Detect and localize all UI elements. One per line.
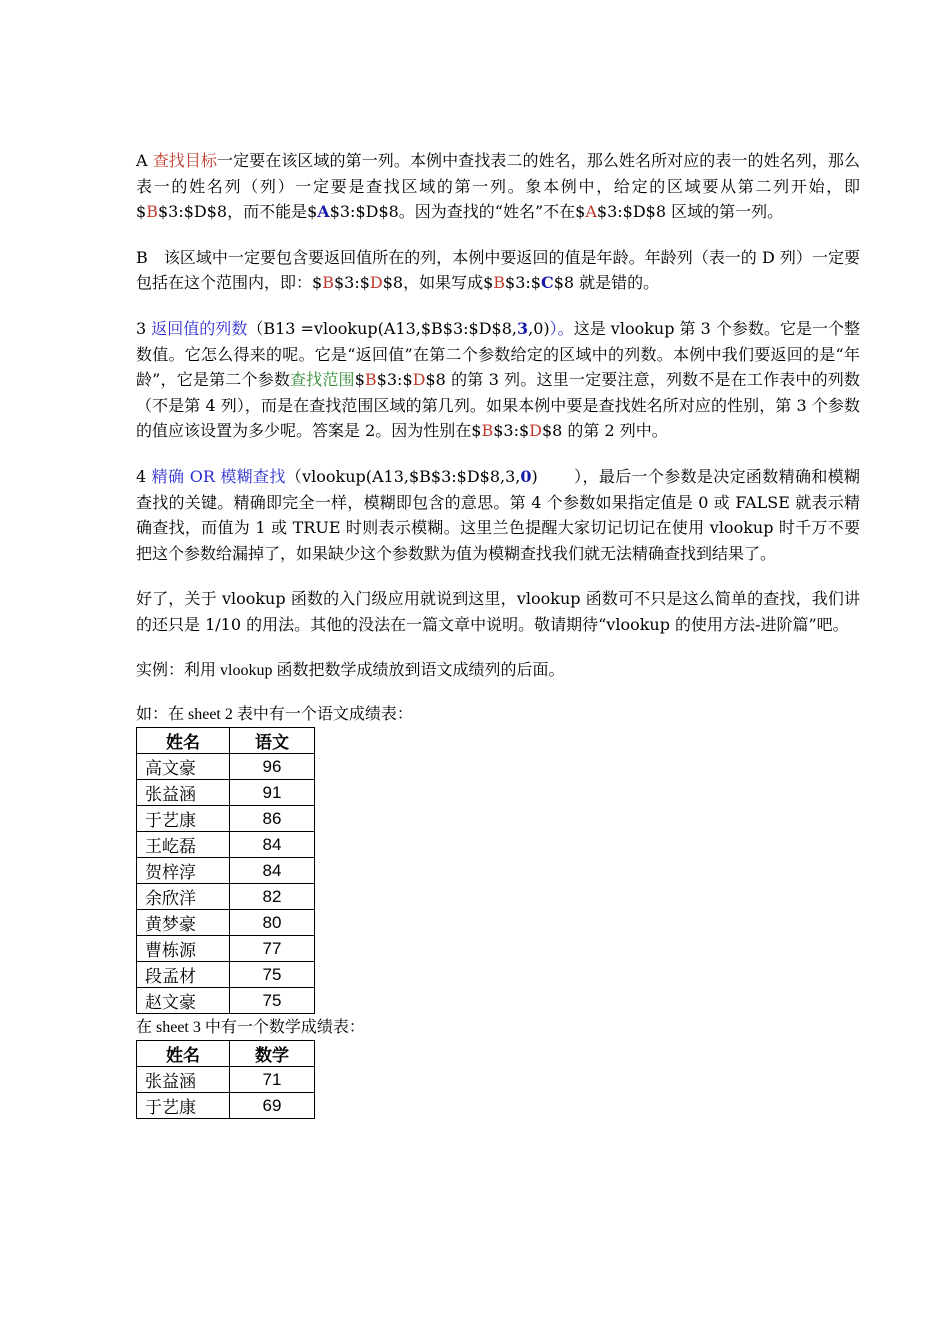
highlight-lookup-target: 查找目标 — [152, 151, 218, 170]
table2-caption: 在 sheet 3 中有一个数学成绩表： — [136, 1019, 365, 1037]
cell-score: 91 — [230, 780, 315, 806]
table-header-row — [137, 728, 315, 754]
text-run: ) — [531, 466, 538, 486]
highlight-lookup-range: 查找范围 — [290, 370, 355, 390]
text-run: $3:$D$8。因为查找的“姓名”不在$ — [329, 202, 586, 222]
table-row — [137, 806, 315, 832]
cell-name: 于艺康 — [137, 806, 230, 832]
highlight-match-type: 精确 OR 模糊查找 — [151, 466, 286, 486]
paragraph-match-type — [136, 464, 860, 566]
highlight-col-b: B — [322, 273, 334, 293]
cell-name: 张益涵 — [137, 780, 230, 806]
cell-name: 于艺康 — [137, 1093, 230, 1119]
cell-name: 赵文豪 — [137, 988, 230, 1014]
cell-score: 71 — [230, 1067, 315, 1093]
table1-caption: 如：在 sheet 2 表中有一个语文成绩表： — [136, 706, 413, 724]
cell-score: 69 — [230, 1093, 315, 1119]
table-row — [137, 780, 315, 806]
cell-score: 75 — [230, 988, 315, 1014]
table-row — [137, 988, 315, 1014]
text-run: 一定要在该区域的第一列。本例中查找表二的姓名，那么姓名所对应的表一的姓名列，那么表一的姓名列（列）一定要是查找区域的第一列。象本例中，给定的区域要从第二列开始，即$ — [136, 151, 860, 222]
text-run: $3:$ — [493, 421, 530, 441]
header-name: 姓名 — [137, 1041, 230, 1067]
table-row — [137, 962, 315, 988]
cell-score: 96 — [230, 754, 315, 780]
table-row — [137, 832, 315, 858]
text-run: A — [136, 151, 153, 170]
text-run: （vlookup(A13,$B$3:$D$8,3, — [285, 466, 521, 486]
text-run: $8，如果写成$ — [382, 273, 494, 293]
highlight-col-b: B — [481, 421, 494, 441]
cell-score: 84 — [230, 832, 315, 858]
highlight-col-c: C — [540, 273, 554, 293]
cell-score: 75 — [230, 962, 315, 988]
paragraph-a — [136, 148, 860, 225]
table-row — [137, 910, 315, 936]
text-run: $3:$ — [333, 273, 370, 293]
cell-name: 黄梦豪 — [137, 910, 230, 936]
cell-name: 高文豪 — [137, 754, 230, 780]
highlight-col-d: D — [369, 273, 383, 293]
cell-name: 余欣洋 — [137, 884, 230, 910]
cell-score: 77 — [230, 936, 315, 962]
text-run: （B13 =vlookup(A13,$B$3:$D$8, — [247, 318, 517, 338]
paragraph-column-index — [136, 316, 860, 444]
paragraph-example: 实例：利用 vlookup 函数把数学成绩放到语文成绩列的后面。 — [136, 661, 565, 679]
text-run: $3:$D$8，而不能是$ — [157, 202, 318, 222]
highlight-col-d: D — [412, 370, 426, 390]
text-run: $3:$ — [376, 370, 413, 390]
text-run: $8 的第 2 列中。 — [541, 421, 668, 441]
table-row — [137, 884, 315, 910]
header-math: 数学 — [230, 1041, 315, 1067]
highlight-col-d: D — [529, 421, 542, 441]
table-row — [137, 936, 315, 962]
text-run: $8 就是错的。 — [553, 273, 660, 293]
highlight-col-a: A — [585, 202, 597, 222]
table-row — [137, 1067, 315, 1093]
math-score-table — [136, 1040, 315, 1119]
text-run: $3:$D$8 区域的第一列。 — [596, 202, 784, 222]
cell-name: 段孟材 — [137, 962, 230, 988]
text-run: 4 — [136, 466, 152, 486]
cell-score: 86 — [230, 806, 315, 832]
text-run: B 该区域中一定要包含要返回值所在的列，本例中要返回的值是年龄。年龄列（表一的 D 列）一定要包括在这个范围内，即：$ — [136, 247, 860, 293]
paragraph-b — [136, 245, 860, 296]
highlight-col-b: B — [493, 273, 506, 293]
cell-score: 80 — [230, 910, 315, 936]
header-name: 姓名 — [137, 728, 230, 754]
document-page — [136, 148, 860, 1119]
text-run: ），最后一个参数是决定函数精确和模糊查找的关键。精确即完全一样，模糊即包含的意思。第 4 个参数如果指定值是 0 或 FALSE 就表示精确查找，而值为 1 或 TRUE 时则表示模糊。这里兰色提醒大家切记切记在使用 vlookup 时千万不要把这个参数给漏掉了，如果缺少这个参数默为值为模糊查找我们就无法精确查找到结果了。 — [136, 466, 861, 563]
table-row — [137, 754, 315, 780]
text-run: $3:$ — [505, 273, 541, 293]
table-header-row — [137, 1041, 315, 1067]
highlight-arg-0: 0 — [520, 466, 532, 486]
paragraph-conclusion: 好了，关于 vlookup 函数的入门级应用就说到这里，vlookup 函数可不只是这么简单的查找，我们讲的还只是 1/10 的用法。其他的没法在一篇文章中说明。敬请期待“vlookup 的使用方法-进阶篇”吧。 — [136, 589, 860, 634]
text-run: $8 的第 3 列。这里一定要注意，列数不是在工作表中的列数（不是第 4 列），而是在查找范围区域的第几列。如果本例中要是查找姓名所对应的性别，第 3 个参数的值应该设置为多少呢。答案是 2。因为性别在$ — [136, 370, 860, 441]
highlight-return-column: 返回值的列数 — [151, 318, 248, 338]
cell-name: 曹栋源 — [137, 936, 230, 962]
table-row — [137, 858, 315, 884]
highlight-col-b: B — [364, 370, 377, 390]
cell-score: 84 — [230, 858, 315, 884]
text-run: 这是 vlookup 第 3 个参数。它是一个整数值。它怎么得来的呢。它是“返回值”在第二个参数给定的区域中的列数。本例中我们要返回的是“年龄”，它是第二个参数 — [136, 318, 860, 390]
text-run: $ — [354, 370, 365, 390]
highlight-col-a: A — [317, 202, 330, 222]
header-chinese: 语文 — [230, 728, 315, 754]
chinese-score-table — [136, 727, 315, 1014]
cell-name: 王屹磊 — [137, 832, 230, 858]
text-run-blue: ）。 — [549, 318, 574, 338]
cell-score: 82 — [230, 884, 315, 910]
cell-name: 贺梓淳 — [137, 858, 230, 884]
highlight-col-b: B — [146, 202, 158, 222]
cell-name: 张益涵 — [137, 1067, 230, 1093]
text-run: ,0) — [528, 318, 550, 338]
table-row — [137, 1093, 315, 1119]
text-run: 3 — [136, 318, 152, 338]
highlight-arg-3: 3 — [517, 318, 529, 338]
